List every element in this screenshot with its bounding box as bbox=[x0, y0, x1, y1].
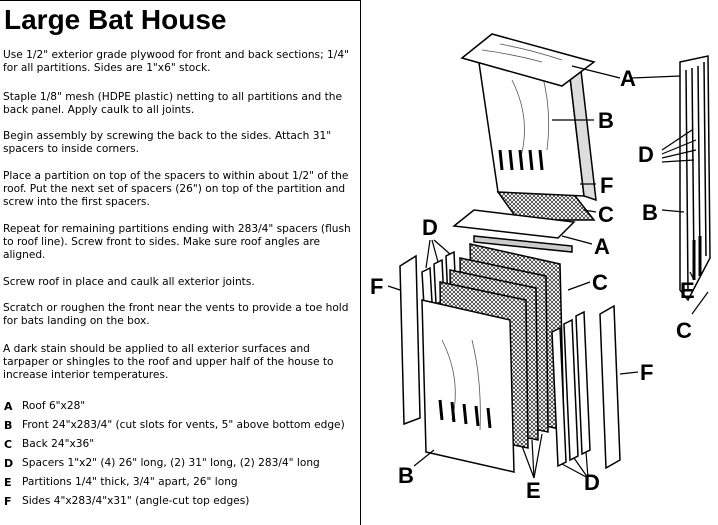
part-description: Spacers 1"x2" (4) 26" long, (2) 31" long, (2) 283/4" long bbox=[22, 457, 320, 469]
side-view bbox=[680, 56, 710, 300]
part-letter: F bbox=[4, 495, 12, 508]
part-description: Partitions 1/4" thick, 3/4" apart, 26" long bbox=[22, 476, 238, 488]
label-back-exploded: C bbox=[592, 270, 608, 295]
label-front: B bbox=[598, 108, 614, 133]
label-roof: A bbox=[620, 66, 636, 91]
label-roof-exploded: A bbox=[594, 234, 610, 259]
exploded-assembly bbox=[400, 244, 620, 472]
assembled-house bbox=[462, 34, 596, 220]
label-spacers-side: D bbox=[638, 142, 654, 167]
top-divider bbox=[0, 0, 361, 1]
label-back: C bbox=[598, 202, 614, 227]
parts-list-item bbox=[3, 438, 355, 451]
label-partitions-side: E bbox=[680, 278, 695, 303]
page-title: Large Bat House bbox=[4, 4, 227, 35]
parts-list bbox=[3, 400, 355, 514]
part-letter: D bbox=[4, 457, 14, 470]
instruction-paragraph: Place a partition on top of the spacers to within about 1/2" of the roof. Put the next set of spacers (26") on top of the partition and screw into the first spacers. bbox=[3, 170, 349, 208]
part-letter: A bbox=[4, 400, 13, 413]
label-partitions-exploded: E bbox=[526, 478, 541, 503]
parts-list-item bbox=[3, 419, 355, 432]
part-letter: C bbox=[4, 438, 13, 451]
bat-house-diagram bbox=[362, 0, 718, 525]
part-description: Front 24"x283/4" (cut slots for vents, 5" above bottom edge) bbox=[22, 419, 345, 431]
instruction-paragraph: Screw roof in place and caulk all exterior joints. bbox=[3, 276, 255, 288]
label-side: F bbox=[600, 173, 614, 198]
parts-list-item bbox=[3, 400, 355, 413]
parts-list-item bbox=[3, 495, 355, 508]
diagram-panel bbox=[362, 0, 718, 525]
part-letter: E bbox=[4, 476, 12, 489]
part-description: Back 24"x36" bbox=[22, 438, 95, 450]
label-front-exploded: B bbox=[398, 463, 414, 488]
part-description: Sides 4"x283/4"x31" (angle-cut top edges) bbox=[22, 495, 250, 507]
label-side-left: F bbox=[370, 274, 384, 299]
label-spacers-left: D bbox=[422, 215, 438, 240]
label-back-side: C bbox=[676, 318, 692, 343]
label-front-side: B bbox=[642, 200, 658, 225]
label-side-right: F bbox=[640, 360, 654, 385]
part-description: Roof 6"x28" bbox=[22, 400, 86, 412]
label-spacers-right: D bbox=[584, 470, 600, 495]
instruction-paragraph: Scratch or roughen the front near the vents to provide a toe hold for bats landing on the box. bbox=[3, 302, 349, 327]
parts-list-item bbox=[3, 476, 355, 489]
instruction-paragraph: Begin assembly by screwing the back to the sides. Attach 31" spacers to inside corners. bbox=[3, 130, 332, 155]
part-letter: B bbox=[4, 419, 13, 432]
instruction-paragraph: Use 1/2" exterior grade plywood for front and back sections; 1/4" for all partitions. Sides are 1"x6" stock. bbox=[3, 49, 349, 74]
instruction-paragraph: Repeat for remaining partitions ending with 283/4" spacers (flush to roof line). Screw front to sides. Make sure roof angles are aligned. bbox=[3, 223, 351, 261]
instruction-paragraph: A dark stain should be applied to all exterior surfaces and tarpaper or shingles to the roof and upper half of the house to increase interior temperatures. bbox=[3, 343, 334, 381]
parts-list-item bbox=[3, 457, 355, 470]
instruction-paragraph: Staple 1/8" mesh (HDPE plastic) netting to all partitions and the back panel. Apply caulk to all joints. bbox=[3, 91, 343, 116]
